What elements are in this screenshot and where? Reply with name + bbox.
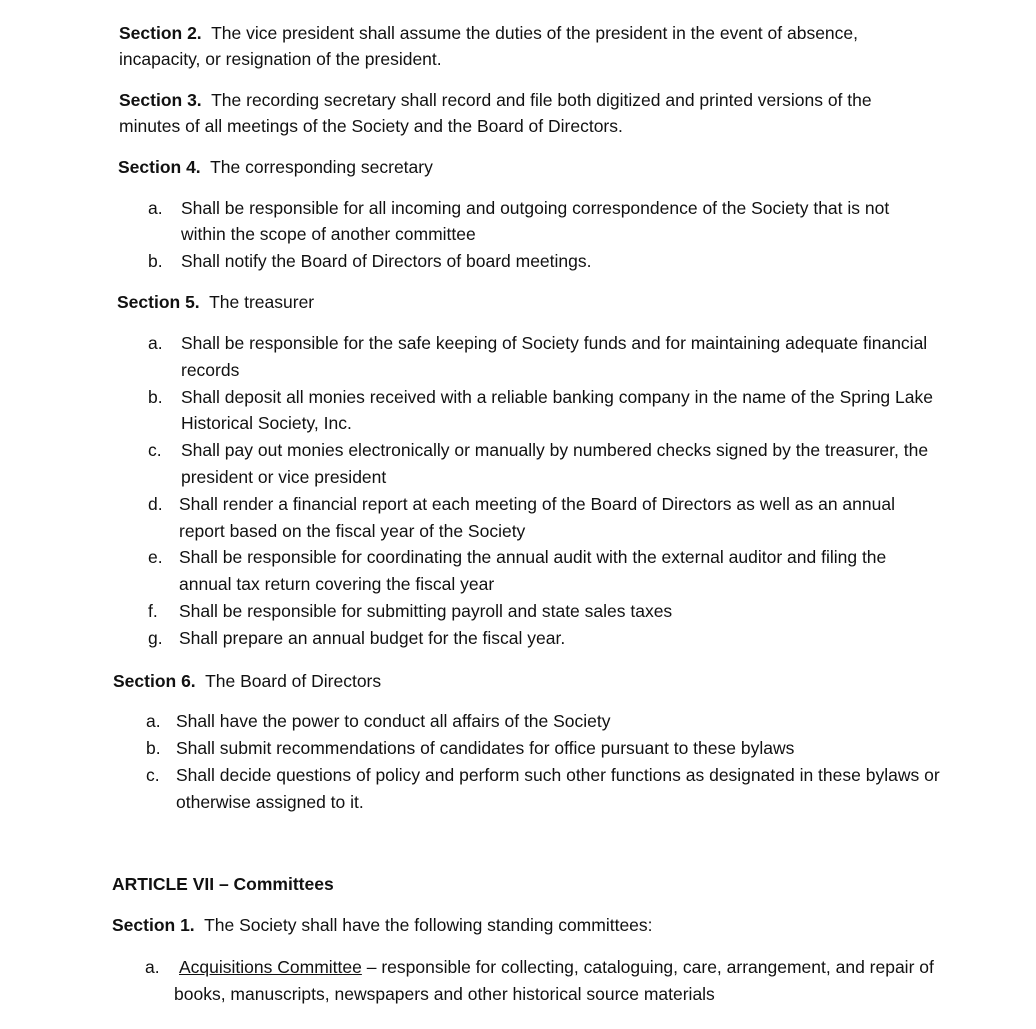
section-5-heading	[117, 289, 937, 315]
list-item-text: Shall be responsible for the safe keeping of Society funds and for maintaining adequate financial records	[181, 333, 928, 380]
list-item	[148, 384, 938, 438]
section-5-list	[148, 330, 938, 652]
list-item-text: Shall notify the Board of Directors of board meetings.	[181, 251, 592, 271]
committees-list	[145, 954, 945, 1008]
list-marker: c.	[148, 440, 162, 461]
section-6-list	[146, 708, 946, 816]
section-6-text: The Board of Directors	[205, 671, 382, 691]
list-item-text: Shall pay out monies electronically or manually by numbered checks signed by the treasurer, the president or vice president	[181, 440, 929, 487]
list-item	[146, 762, 946, 816]
article-heading: ARTICLE VII – Committees	[112, 874, 334, 894]
section-4-list	[148, 195, 938, 274]
section-4-label: Section 4.	[118, 157, 201, 177]
list-item-text: Shall prepare an annual budget for the fiscal year.	[179, 627, 566, 648]
list-marker: a.	[145, 957, 160, 977]
article-7-section-1-label: Section 1.	[112, 915, 195, 935]
list-marker: c.	[146, 765, 160, 785]
list-item-text: Shall deposit all monies received with a reliable banking company in the name of the Spring Lake Historical Society, Inc.	[181, 386, 933, 434]
committee-description: – responsible for collecting, cataloguing, care, arrangement, and repair of books, manuscripts, newspapers and other historical source materials	[174, 957, 934, 1004]
list-item-text: Shall be responsible for submitting payroll and state sales taxes	[179, 600, 673, 621]
section-2-text: The vice president shall assume the duties of the president in the event of absence, incapacity, or resignation of the president.	[119, 23, 859, 69]
section-6-label: Section 6.	[113, 671, 196, 691]
list-item	[148, 491, 938, 545]
list-item-text: Shall have the power to conduct all affairs of the Society	[176, 711, 611, 731]
section-4-heading	[118, 154, 938, 180]
section-5-label: Section 5.	[117, 292, 200, 312]
article-7-section-1-heading	[112, 912, 932, 938]
list-item	[145, 954, 945, 1008]
list-marker: d.	[148, 493, 163, 514]
article-7-section-1-text: The Society shall have the following standing committees:	[204, 915, 653, 935]
list-item	[148, 598, 938, 625]
list-item	[148, 248, 938, 274]
section-3-text: The recording secretary shall record and file both digitized and printed versions of the minutes of all meetings of the Society and the Board of Directors.	[119, 90, 872, 136]
section-3	[119, 87, 929, 139]
list-item	[146, 708, 946, 735]
list-marker: f.	[148, 600, 158, 621]
section-5	[117, 289, 937, 315]
section-4	[118, 154, 938, 180]
list-item-text: Shall be responsible for coordinating the annual audit with the external auditor and filing the annual tax return covering the fiscal year	[179, 547, 887, 595]
list-marker: b.	[148, 386, 163, 407]
section-2	[119, 20, 929, 72]
list-item	[148, 330, 938, 384]
list-item	[146, 735, 946, 762]
list-item-text: Shall render a financial report at each meeting of the Board of Directors as well as an annual report based on the fiscal year of the Society	[179, 493, 895, 541]
section-5-text: The treasurer	[209, 292, 315, 312]
list-item-text: Shall submit recommendations of candidates for office pursuant to these bylaws	[176, 738, 795, 758]
section-2-label: Section 2.	[119, 23, 202, 43]
article-7-section-1	[112, 912, 932, 938]
list-marker: b.	[146, 738, 161, 758]
section-4-text: The corresponding secretary	[210, 157, 433, 177]
section-3-paragraph	[119, 87, 929, 139]
list-marker: a.	[148, 333, 163, 353]
section-6	[113, 668, 933, 694]
list-item	[148, 195, 938, 247]
list-marker: a.	[146, 711, 161, 731]
list-marker: g.	[148, 627, 163, 648]
list-marker: b.	[148, 251, 163, 271]
list-marker: e.	[148, 547, 163, 568]
list-marker: a.	[148, 198, 163, 218]
section-6-heading	[113, 668, 933, 694]
list-item	[148, 544, 938, 598]
list-item-text: Shall be responsible for all incoming and outgoing correspondence of the Society that is not within the scope of another committee	[181, 198, 890, 244]
list-item	[148, 437, 938, 491]
section-2-paragraph	[119, 20, 929, 72]
committee-title: Acquisitions Committee	[179, 957, 362, 977]
list-item-text: Shall decide questions of policy and perform such other functions as designated in these bylaws or otherwise assigned to it.	[176, 765, 940, 812]
list-item	[148, 625, 938, 652]
article-7	[112, 871, 932, 897]
section-3-label: Section 3.	[119, 90, 202, 110]
